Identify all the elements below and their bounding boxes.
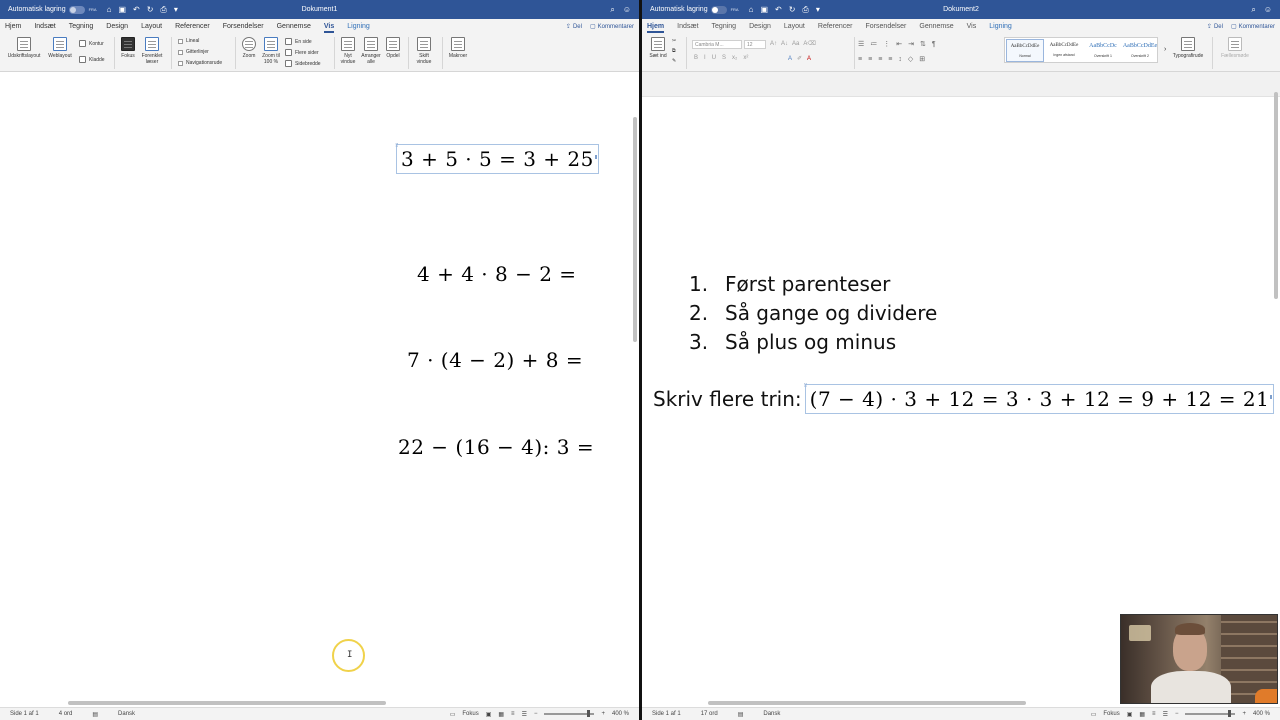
outline-icon (79, 40, 86, 47)
line-spacing-icon[interactable]: ↕ (898, 55, 902, 63)
autosave-state: FRA (88, 7, 97, 12)
zoom-100-button[interactable] (259, 37, 283, 65)
print-layout-icon (17, 37, 31, 51)
tab-vis[interactable]: Vis (966, 23, 977, 30)
dictate-label: Fællesmøde (1221, 53, 1249, 59)
tab-hjem[interactable]: Hjem (647, 23, 665, 30)
share-label: Del (572, 23, 582, 30)
tab-referencer[interactable]: Referencer (817, 23, 853, 30)
autosave-toggle[interactable] (69, 6, 85, 14)
gridlines-check-icon (178, 50, 183, 55)
new-window-button[interactable] (338, 37, 358, 65)
font-color-icon[interactable]: A (807, 55, 812, 62)
immersive-reader-button[interactable] (139, 37, 165, 65)
status-bar (0, 707, 639, 720)
ibeam-cursor-icon: I (347, 650, 353, 660)
superscript-icon[interactable]: x² (743, 55, 749, 61)
print-icon[interactable]: ⎙ (160, 4, 167, 14)
text-effects-icon[interactable]: A (788, 55, 793, 62)
share-button[interactable] (1207, 23, 1223, 30)
equation-handle-icon: ⠿ (395, 143, 400, 149)
ribbon-tabs (642, 19, 1280, 34)
ruler-label: Lineal (186, 38, 200, 44)
web-layout-button[interactable] (46, 37, 74, 59)
style-label: Normal (1019, 54, 1031, 58)
account-icon[interactable]: ☺ (622, 4, 631, 14)
web-layout-view-icon[interactable]: ▦ (498, 711, 505, 718)
gridlines-label: Gitterlinjer (186, 49, 209, 55)
autosave-label: Automatisk lagring (650, 6, 708, 13)
macros-button[interactable] (446, 37, 470, 59)
tab-indsaet[interactable]: Indsæt (677, 23, 699, 30)
account-icon[interactable]: ☺ (1263, 4, 1272, 14)
style-label: Overskrift 2 (1131, 54, 1149, 58)
switch-windows-icon (417, 37, 431, 51)
page-width-button[interactable] (285, 60, 321, 67)
comments-label: Kommentarer (1238, 23, 1275, 30)
page-count: Side 1 af 1 (10, 711, 39, 717)
style-heading-1[interactable] (1084, 39, 1122, 62)
multilevel-list-icon[interactable]: ⋮ (883, 41, 891, 48)
styles-gallery (1004, 37, 1158, 63)
web-layout-view-icon[interactable]: ▦ (1139, 711, 1146, 718)
comments-button[interactable] (1231, 23, 1275, 30)
styles-more-icon[interactable]: › (1164, 46, 1167, 53)
tab-vis[interactable]: Vis (323, 23, 335, 30)
quick-access-toolbar (749, 5, 820, 15)
zoom-level[interactable]: 400 % (611, 711, 629, 717)
vertical-scrollbar[interactable] (633, 117, 637, 342)
justify-icon[interactable]: ≡ (888, 55, 893, 63)
equation-selected[interactable] (805, 384, 1275, 414)
zoom-in-icon[interactable]: + (1242, 711, 1246, 717)
shading-icon[interactable]: ◇ (907, 56, 914, 63)
customize-qat-icon[interactable]: ▾ (173, 4, 178, 14)
zoom-label: Zoom (242, 53, 256, 59)
one-page-label: En side (295, 38, 312, 45)
list-text: Først parenteser (725, 271, 891, 296)
share-icon: ⇪ (565, 24, 571, 30)
word-window-dokument2 (642, 0, 1280, 720)
multi-step-paragraph (653, 384, 1274, 414)
focus-mode-icon[interactable]: ▭ (449, 711, 456, 718)
redo-icon[interactable]: ↻ (146, 4, 154, 14)
decrease-indent-icon[interactable]: ⇤ (896, 41, 903, 48)
gridlines-checkbox[interactable] (178, 49, 209, 55)
comment-icon: ▢ (1230, 24, 1237, 30)
autosave-toggle[interactable] (711, 6, 727, 14)
outline-button[interactable] (79, 40, 104, 47)
zoom-level[interactable]: 400 % (1252, 711, 1270, 717)
paste-clipboard-icon (651, 37, 665, 51)
print-layout-view-icon[interactable]: ▣ (1126, 711, 1133, 718)
style-preview: AaBbCcDdEe (1049, 43, 1079, 48)
show-formatting-icon[interactable]: ¶ (931, 40, 936, 48)
equation-text: 3 + 5 · 5 = 3 + 25 (401, 147, 594, 171)
sort-icon[interactable]: ⇅ (920, 41, 926, 48)
equation-dropdown-icon[interactable] (595, 155, 598, 159)
bullets-icon[interactable]: ☰ (858, 41, 865, 48)
increase-indent-icon[interactable]: ⇥ (908, 41, 915, 48)
document-canvas[interactable] (0, 72, 639, 707)
document-title: Dokument2 (943, 6, 979, 13)
tab-ligning[interactable]: Ligning (347, 23, 370, 30)
horizontal-scrollbar[interactable] (708, 701, 1026, 705)
autosave[interactable] (650, 6, 739, 14)
draft-view-icon[interactable]: ☰ (1162, 711, 1168, 718)
draft-view-icon[interactable]: ☰ (521, 711, 527, 718)
title-bar (642, 0, 1280, 19)
word-count[interactable]: 4 ord (58, 711, 73, 717)
clear-format-icon[interactable]: A⌫ (803, 41, 816, 47)
page-gap (642, 72, 1280, 97)
document-title: Dokument1 (301, 6, 338, 13)
horizontal-scrollbar[interactable] (68, 701, 386, 705)
status-bar (642, 707, 1280, 720)
print-layout-view-icon[interactable]: ▣ (485, 711, 492, 718)
equation[interactable]: 4 + 4 · 8 − 2 = (417, 262, 577, 286)
autosave-label: Automatisk lagring (8, 6, 66, 13)
style-no-spacing[interactable] (1045, 39, 1083, 62)
split-label: Opdel (386, 53, 400, 59)
draft-button[interactable] (79, 56, 105, 63)
cut-icon[interactable]: ✂ (672, 38, 677, 44)
underline-icon[interactable]: U (711, 55, 717, 61)
align-right-icon[interactable]: ≡ (878, 55, 883, 63)
zoom-slider[interactable] (1185, 713, 1235, 715)
tab-referencer[interactable]: Referencer (175, 23, 210, 30)
share-label: Del (1213, 23, 1223, 30)
page-count: Side 1 af 1 (652, 711, 681, 717)
language[interactable]: Dansk (118, 711, 136, 717)
web-layout-icon (53, 37, 67, 51)
switch-windows-button[interactable] (412, 37, 436, 65)
styles-pane-label: Typografirude (1172, 53, 1204, 59)
trin-label[interactable]: Skriv flere trin: (653, 387, 802, 411)
comments-button[interactable] (590, 23, 634, 30)
focus-label: Fokus (121, 53, 135, 59)
word-window-dokument1 (0, 0, 639, 720)
align-center-icon[interactable]: ≡ (868, 55, 873, 63)
style-label: Overskrift 1 (1094, 54, 1112, 58)
font-name-dropdown[interactable]: Cambria M... (692, 40, 742, 49)
list-item[interactable] (689, 327, 937, 356)
print-layout-button[interactable] (6, 37, 42, 59)
style-heading-2[interactable] (1121, 39, 1159, 62)
ribbon-hjem (642, 34, 1280, 72)
focus-mode-label[interactable]: Fokus (1103, 711, 1120, 717)
paste-button[interactable] (646, 37, 670, 59)
shrink-font-icon[interactable]: A↓ (781, 40, 789, 47)
equation-text: (7 − 4) · 3 + 12 = 3 · 3 + 12 = 9 + 12 = 21 (809, 387, 1270, 411)
macros-label: Makroer (448, 53, 468, 59)
tab-ligning[interactable]: Ligning (989, 23, 1012, 30)
tab-forsendelser[interactable]: Forsendelser (865, 23, 907, 30)
style-preview: AaBbCcDdEe (1010, 44, 1040, 49)
page-width-icon (285, 60, 292, 67)
align-left-icon[interactable]: ≡ (858, 55, 863, 63)
tab-design[interactable]: Design (106, 23, 129, 30)
proofing-icon[interactable]: ▤ (737, 711, 744, 718)
style-preview: AaBbCcDdEe (1122, 43, 1158, 49)
arrange-all-label: Arranger alle (361, 53, 381, 65)
tab-tegning[interactable]: Tegning (68, 23, 94, 30)
search-icon[interactable]: ⌕ (610, 4, 615, 14)
share-icon: ⇪ (1206, 24, 1212, 30)
word-count[interactable]: 17 ord (700, 711, 718, 717)
webcam-person-body (1151, 671, 1231, 704)
styles-pane-icon (1181, 37, 1195, 51)
nav-pane-label: Navigationsrude (186, 60, 223, 66)
font-size-dropdown[interactable]: 12 (744, 40, 766, 49)
outline-view-icon[interactable]: ≡ (1152, 711, 1156, 717)
multiple-pages-label: Flere sider (295, 49, 319, 56)
autosave-state: FRA (730, 7, 739, 12)
quick-access-toolbar (107, 5, 178, 15)
home-icon[interactable]: ⌂ (748, 4, 754, 14)
home-icon[interactable]: ⌂ (106, 4, 112, 14)
share-button[interactable] (566, 23, 582, 30)
arrange-all-button[interactable] (359, 37, 383, 65)
style-label: Ingen afstand (1053, 53, 1075, 57)
borders-icon[interactable]: ⊞ (919, 56, 926, 63)
immersive-reader-label: Forenklet læser (141, 53, 163, 65)
multiple-pages-button[interactable] (285, 49, 319, 56)
focus-mode-icon[interactable]: ▭ (1090, 711, 1097, 718)
arrange-all-icon (364, 37, 378, 51)
equation[interactable]: 7 · (4 − 2) + 8 = (407, 348, 584, 372)
zoom-out-icon[interactable]: − (533, 711, 538, 717)
subscript-icon[interactable]: x₂ (732, 55, 738, 61)
nav-pane-check-icon (178, 61, 183, 66)
webcam-background-lamp (1129, 625, 1151, 641)
macros-icon (451, 37, 465, 51)
tab-forsendelser[interactable]: Forsendelser (222, 23, 264, 30)
list-item[interactable] (689, 269, 937, 298)
one-page-icon (285, 38, 292, 45)
zoom-out-icon[interactable]: − (1174, 711, 1179, 717)
webcam-orange-object (1255, 689, 1277, 703)
autosave[interactable] (8, 6, 97, 14)
change-case-icon[interactable]: Aa (792, 40, 800, 47)
comments-label: Kommentarer (597, 23, 634, 30)
numbering-icon[interactable]: ≔ (870, 41, 878, 48)
comment-icon: ▢ (589, 24, 596, 30)
style-preview: AaBbCcDc (1089, 43, 1117, 49)
tab-hjem[interactable]: Hjem (5, 23, 22, 30)
list-item[interactable] (689, 298, 937, 327)
zoom-100-label: Zoom til 100 % (262, 53, 280, 65)
equation-handle-icon: ⠿ (803, 383, 808, 389)
split-icon (386, 37, 400, 51)
draft-icon (79, 56, 86, 63)
proofing-icon[interactable]: ▤ (92, 711, 99, 718)
zoom-magnifier-icon (242, 37, 256, 51)
print-icon[interactable]: ⎙ (802, 4, 809, 14)
equation[interactable]: 22 − (16 − 4): 3 = (398, 435, 595, 459)
web-layout-label: Weblayout (48, 53, 72, 59)
print-layout-label: Udskriftslayout (7, 53, 41, 59)
outline-view-icon[interactable]: ≡ (511, 711, 515, 717)
tab-gennemse[interactable]: Gennemse (276, 23, 311, 30)
list-number: 2. (689, 300, 709, 325)
document-canvas[interactable] (642, 72, 1280, 707)
list-number: 1. (689, 271, 709, 296)
microphone-icon (1228, 37, 1242, 51)
vertical-scrollbar[interactable] (1274, 92, 1278, 299)
bold-icon[interactable]: B (694, 55, 699, 61)
focus-button[interactable] (118, 37, 138, 59)
save-icon[interactable]: ▣ (118, 4, 126, 14)
tab-tegning[interactable]: Tegning (711, 23, 737, 30)
paste-label: Sæt ind (649, 53, 667, 59)
dictate-button[interactable] (1216, 37, 1254, 59)
page-width-label: Sidebredde (295, 60, 321, 67)
strikethrough-icon[interactable]: S (722, 55, 727, 61)
zoom-100-icon (264, 37, 278, 51)
grow-font-icon[interactable]: A↑ (770, 40, 778, 47)
undo-icon[interactable]: ↶ (775, 4, 782, 14)
ruler-check-icon (178, 39, 183, 44)
equation-dropdown-icon[interactable] (1270, 395, 1273, 399)
tab-indsaet[interactable]: Indsæt (34, 23, 56, 30)
equation-selected[interactable] (396, 144, 599, 174)
italic-icon[interactable]: I (704, 55, 706, 61)
ribbon-vis (0, 34, 639, 72)
title-bar (0, 0, 639, 19)
tab-gennemse[interactable]: Gennemse (919, 23, 954, 30)
outline-label: Kontur (89, 40, 104, 47)
draft-label: Kladde (89, 56, 105, 63)
tab-layout[interactable]: Layout (783, 23, 805, 30)
styles-pane-button[interactable] (1170, 37, 1206, 59)
list-text: Så gange og dividere (725, 300, 938, 325)
immersive-reader-icon (145, 37, 159, 51)
focus-mode-label[interactable]: Fokus (462, 711, 479, 717)
ruler-checkbox[interactable] (178, 38, 199, 44)
tab-layout[interactable]: Layout (141, 23, 163, 30)
undo-icon[interactable]: ↶ (133, 4, 140, 14)
split-button[interactable] (384, 37, 402, 59)
ribbon-tabs (0, 19, 639, 34)
tab-design[interactable]: Design (749, 23, 771, 30)
customize-qat-icon[interactable]: ▾ (815, 4, 820, 14)
list-text: Så plus og minus (725, 329, 897, 354)
numbered-list (689, 269, 937, 356)
webcam-overlay (1120, 614, 1278, 704)
format-painter-icon[interactable]: ✎ (672, 58, 677, 64)
style-normal[interactable] (1006, 39, 1044, 62)
switch-windows-label: Skift vindue (416, 53, 432, 65)
new-window-label: Nyt vindue (340, 53, 356, 65)
focus-icon (121, 37, 135, 51)
one-page-button[interactable] (285, 38, 312, 45)
zoom-button[interactable] (240, 37, 258, 59)
copy-icon[interactable]: ⧉ (672, 48, 676, 54)
zoom-slider[interactable] (544, 713, 594, 715)
zoom-in-icon[interactable]: + (601, 711, 605, 717)
list-number: 3. (689, 329, 709, 354)
save-icon[interactable]: ▣ (760, 4, 768, 14)
search-icon[interactable]: ⌕ (1251, 4, 1256, 14)
highlight-icon[interactable]: ✐ (797, 56, 803, 62)
redo-icon[interactable]: ↻ (788, 4, 796, 14)
language[interactable]: Dansk (763, 711, 781, 717)
nav-pane-checkbox[interactable] (178, 60, 222, 66)
new-window-icon (341, 37, 355, 51)
multiple-pages-icon (285, 49, 292, 56)
webcam-person-hair (1175, 623, 1205, 635)
